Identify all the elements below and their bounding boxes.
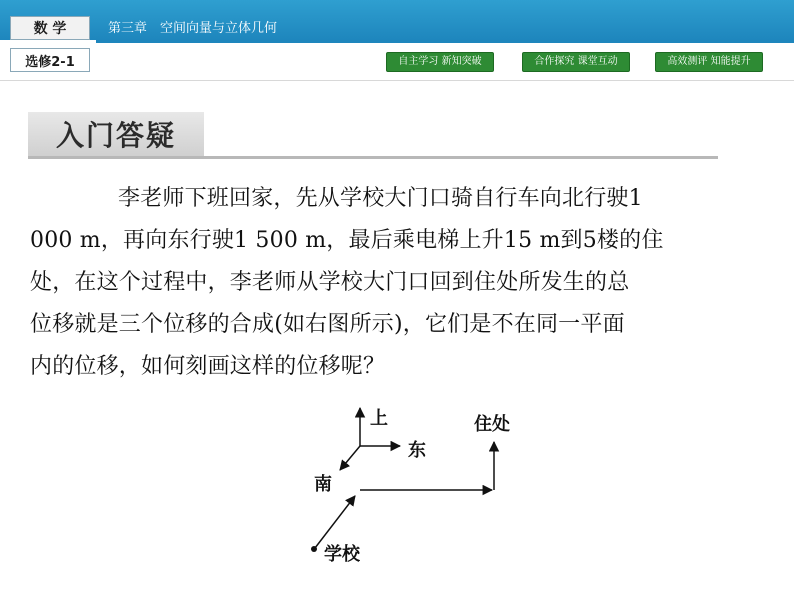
section-underline [28, 156, 718, 159]
nav-cooperative-button[interactable]: 合作探究 课堂互动 [522, 52, 630, 72]
problem-paragraph [30, 178, 764, 388]
paragraph-line: 000 m，再向东行驶1 500 m，最后乘电梯上升15 m到5楼的住 [30, 228, 664, 253]
header-divider [96, 40, 794, 43]
nav-assessment-button[interactable]: 高效测评 知能提升 [655, 52, 763, 72]
nav-self-study-button[interactable]: 自主学习 新知突破 [386, 52, 494, 72]
section-title: 入门答疑 [28, 112, 204, 156]
residence-label: 住处 [474, 414, 510, 435]
paragraph-line: 处，在这个过程中，李老师从学校大门口回到住处所发生的总 [30, 270, 630, 295]
displacement-diagram [300, 400, 540, 576]
up-label: 上 [370, 408, 388, 429]
subject-label: 数 学 [10, 16, 90, 40]
paragraph-line: 内的位移，如何刻画这样的位移呢？ [30, 354, 386, 379]
edition-label: 选修2-1 [10, 48, 90, 72]
school-label: 学校 [324, 544, 360, 565]
paragraph-line: 李老师下班回家，先从学校大门口骑自行车向北行驶1 [118, 186, 643, 211]
school-point [311, 546, 317, 552]
header-rule [0, 80, 794, 81]
east-label: 东 [408, 440, 426, 461]
south-label: 南 [314, 474, 332, 495]
chapter-title: 第三章 空间向量与立体几何 [108, 21, 278, 36]
paragraph-line: 位移就是三个位移的合成(如右图所示)，它们是不在同一平面 [30, 312, 625, 337]
south-axis [340, 446, 360, 470]
